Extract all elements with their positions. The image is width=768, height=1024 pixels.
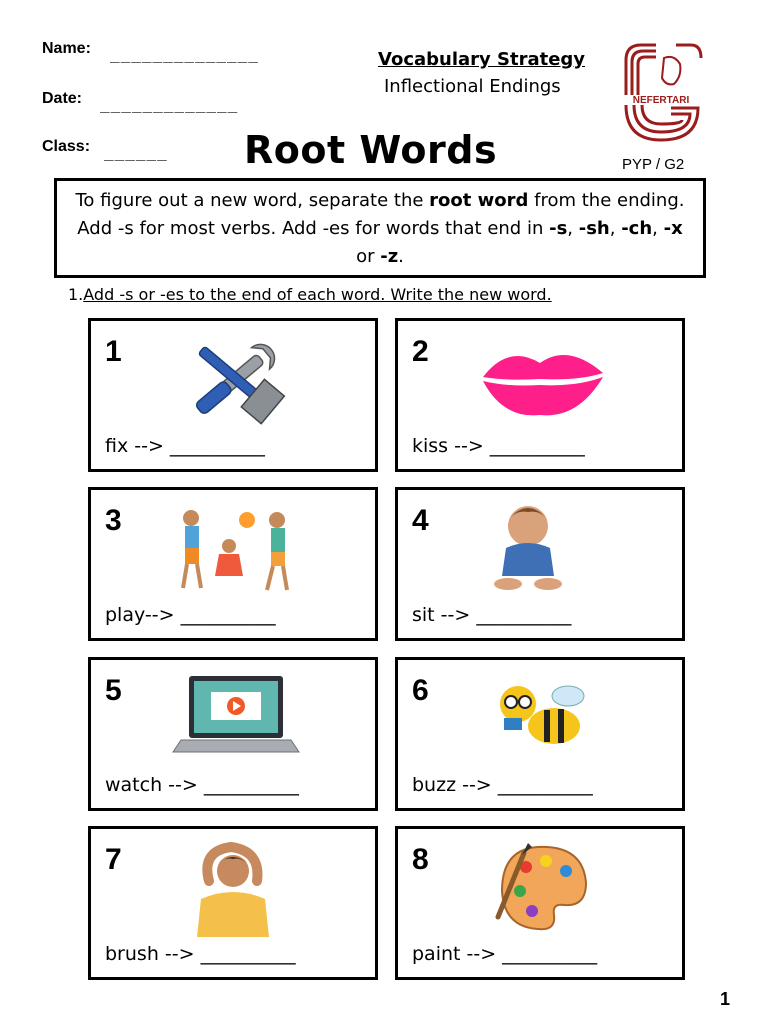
page-number: 1 <box>719 989 730 1009</box>
brushing-hair-icon <box>161 837 311 937</box>
separator: , <box>609 218 622 239</box>
card-number: 1 <box>105 335 122 368</box>
ending-x: -x <box>663 218 683 239</box>
logo-text: NEFERTARI <box>632 95 690 106</box>
word-prompt: paint --> __________ <box>412 943 598 965</box>
period: . <box>398 246 404 267</box>
card-number: 2 <box>412 335 429 368</box>
sitting-child-icon <box>468 498 618 598</box>
ending-sh: -sh <box>578 218 610 239</box>
task-instruction <box>68 285 552 304</box>
class-blank: ______ <box>104 142 168 161</box>
instruction-box <box>54 178 706 278</box>
card-number: 7 <box>105 843 122 876</box>
ending-s: -s <box>549 218 568 239</box>
exercise-card-7 <box>88 826 378 980</box>
word-prompt: kiss --> __________ <box>412 435 585 457</box>
card-number: 4 <box>412 504 429 537</box>
card-number: 8 <box>412 843 429 876</box>
ending-z: -z <box>380 246 399 267</box>
exercise-card-1 <box>88 318 378 472</box>
word-prompt: buzz --> __________ <box>412 774 593 796</box>
exercise-card-6 <box>395 657 685 811</box>
word-prompt: watch --> __________ <box>105 774 299 796</box>
bee-icon <box>468 668 618 768</box>
separator: , <box>567 218 579 239</box>
instruction-text-2: from the ending. Add -s for most verbs. Add -es for words that end in <box>77 190 685 239</box>
or-text: or <box>356 246 381 267</box>
class-label: Class: <box>42 138 91 155</box>
ending-ch: -ch <box>621 218 653 239</box>
tools-icon <box>161 329 311 429</box>
laptop-video-icon <box>161 668 311 768</box>
school-logo <box>616 40 706 158</box>
card-number: 3 <box>105 504 122 537</box>
name-label: Name: <box>42 40 91 57</box>
word-prompt: fix --> __________ <box>105 435 265 457</box>
subtitle: Inflectional Endings <box>384 76 561 97</box>
lips-icon <box>468 329 618 429</box>
task-number: 1. <box>68 285 84 304</box>
task-text: Add -s or -es to the end of each word. Write the new word. <box>83 285 552 304</box>
palette-icon <box>468 837 618 937</box>
date-label: Date: <box>42 90 83 107</box>
page-title: Root Words <box>244 128 498 172</box>
card-number: 6 <box>412 674 429 707</box>
name-blank: ______________ <box>110 44 259 63</box>
exercise-card-5 <box>88 657 378 811</box>
exercise-card-2 <box>395 318 685 472</box>
exercise-card-3 <box>88 487 378 641</box>
grade-label: PYP / G2 <box>622 156 685 173</box>
word-prompt: sit --> __________ <box>412 604 572 626</box>
exercise-card-8 <box>395 826 685 980</box>
date-blank: _____________ <box>100 94 239 113</box>
children-playing-icon <box>161 498 311 598</box>
word-prompt: play--> __________ <box>105 604 276 626</box>
card-number: 5 <box>105 674 122 707</box>
strategy-heading: Vocabulary Strategy <box>378 49 586 70</box>
word-prompt: brush --> __________ <box>105 943 296 965</box>
root-word-bold: root word <box>429 190 529 211</box>
exercise-card-4 <box>395 487 685 641</box>
nefertari-logo-icon <box>616 40 706 158</box>
instruction-text: To figure out a new word, separate the <box>75 190 430 211</box>
separator: , <box>652 218 664 239</box>
